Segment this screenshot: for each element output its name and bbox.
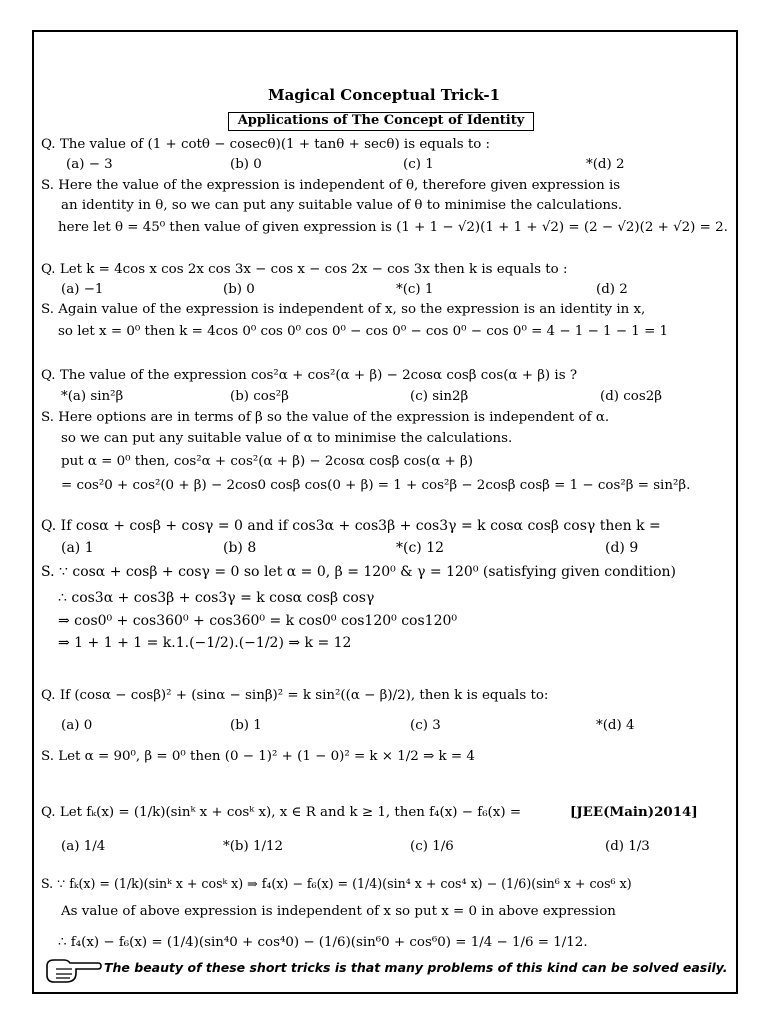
q1-option-a: (a) − 3 [66,157,113,172]
solution-6-line-2: As value of above expression is independent of x so put x = 0 in above expression [61,904,616,919]
q2-option-a: (a) −1 [61,282,104,297]
solution-2-line-2: so let x = 0⁰ then k = 4cos 0⁰ cos 0⁰ cos 0⁰ − cos 0⁰ − cos 0⁰ − cos 0⁰ = 4 − 1 − 1 − 1 = 1 [58,324,669,339]
q2-option-d: (d) 2 [596,282,628,297]
q2-option-c: *(c) 1 [396,282,434,297]
solution-4-line-4: ⇒ 1 + 1 + 1 = k.1.(−1/2).(−1/2) ⇒ k = 12 [58,635,352,651]
question-3: Q. The value of the expression cos²α + cos²(α + β) − 2cosα cosβ cos(α + β) is ? [41,368,578,383]
question-6: Q. Let fₖ(x) = (1/k)(sinᵏ x + cosᵏ x), x ∈ R and k ≥ 1, then f₄(x) − f₆(x) = [41,805,522,820]
q5-option-b: (b) 1 [230,718,262,733]
solution-1-line-3: here let θ = 45⁰ then value of given expression is (1 + 1 − √2)(1 + 1 + √2) = (2 − √2)(2 + √2) = 2. [58,220,728,235]
solution-1-line-1: S. Here the value of the expression is independent of θ, therefore given expression is [41,178,621,193]
question-4: Q. If cosα + cosβ + cosγ = 0 and if cos3α + cos3β + cos3γ = k cosα cosβ cosγ then k = [41,518,661,534]
q6-option-d: (d) 1/3 [605,839,650,854]
q6-option-a: (a) 1/4 [61,839,106,854]
solution-5: S. Let α = 90⁰, β = 0⁰ then (0 − 1)² + (1 − 0)² = k × 1/2 ⇒ k = 4 [41,749,475,764]
q4-option-b: (b) 8 [223,540,257,556]
question-2: Q. Let k = 4cos x cos 2x cos 3x − cos x − cos 2x − cos 3x then k is equals to : [41,262,568,277]
q1-option-c: (c) 1 [403,157,434,172]
solution-1-line-2: an identity in θ, so we can put any suitable value of θ to minimise the calculations. [61,198,623,213]
solution-2-line-1: S. Again value of the expression is independent of x, so the expression is an identity in x, [41,302,646,317]
jee-main-tag: [JEE(Main)2014] [570,804,698,820]
solution-4-line-2: ∴ cos3α + cos3β + cos3γ = k cosα cosβ cosγ [58,590,375,606]
question-1: Q. The value of (1 + cotθ − cosecθ)(1 + tanθ + secθ) is equals to : [41,137,491,152]
section-subtitle: Applications of The Concept of Identity [228,112,534,131]
q2-option-b: (b) 0 [223,282,255,297]
q5-option-d: *(d) 4 [596,718,635,733]
solution-6-line-1: S. ∵ fₖ(x) = (1/k)(sinᵏ x + cosᵏ x) ⇒ f₄(x) − f₆(x) = (1/4)(sin⁴ x + cos⁴ x) − (1/6)(sin⁶ x + cos⁶ x) [41,876,632,891]
pointing-hand-icon [44,956,102,986]
footer-note: The beauty of these short tricks is that many problems of this kind can be solved easily. [104,960,728,975]
solution-3-line-3: put α = 0⁰ then, cos²α + cos²(α + β) − 2cosα cosβ cos(α + β) [61,454,473,469]
solution-6-line-3: ∴ f₄(x) − f₆(x) = (1/4)(sin⁴0 + cos⁴0) − (1/6)(sin⁶0 + cos⁶0) = 1/4 − 1/6 = 1/12. [58,935,588,950]
q4-option-d: (d) 9 [605,540,639,556]
q6-option-c: (c) 1/6 [410,839,454,854]
solution-3-line-4: = cos²0 + cos²(0 + β) − 2cos0 cosβ cos(0 + β) = 1 + cos²β − 2cosβ cosβ = 1 − cos²β = sin²β. [61,478,691,493]
q1-option-b: (b) 0 [230,157,262,172]
q5-option-a: (a) 0 [61,718,93,733]
q4-option-c: *(c) 12 [396,540,445,556]
q6-option-b: *(b) 1/12 [223,839,284,854]
q1-option-d: *(d) 2 [586,157,625,172]
solution-3-line-1: S. Here options are in terms of β so the value of the expression is independent of α. [41,410,610,425]
q4-option-a: (a) 1 [61,540,94,556]
q3-option-d: (d) cos2β [600,389,662,404]
q3-option-a: *(a) sin²β [61,389,124,404]
q3-option-b: (b) cos²β [230,389,289,404]
page-title: Magical Conceptual Trick-1 [267,86,501,104]
q5-option-c: (c) 3 [410,718,441,733]
solution-3-line-2: so we can put any suitable value of α to minimise the calculations. [61,431,513,446]
solution-4-line-1: S. ∵ cosα + cosβ + cosγ = 0 so let α = 0, β = 120⁰ & γ = 120⁰ (satisfying given condition) [41,564,676,580]
q3-option-c: (c) sin2β [410,389,469,404]
solution-4-line-3: ⇒ cos0⁰ + cos360⁰ + cos360⁰ = k cos0⁰ cos120⁰ cos120⁰ [58,613,458,629]
question-5: Q. If (cosα − cosβ)² + (sinα − sinβ)² = k sin²((α − β)/2), then k is equals to: [41,688,549,703]
